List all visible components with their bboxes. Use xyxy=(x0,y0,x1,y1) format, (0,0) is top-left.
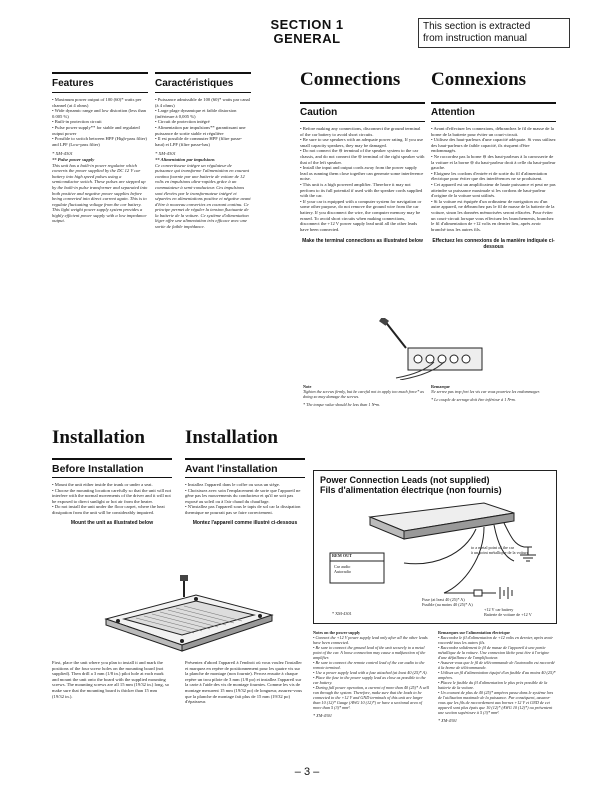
installation-fr-body: • Installez l'appareil dans le coffre ou sous un siège. • Choisissez avec soin l'emplacement de sorte que l'appareil ne gêne pas les mouvements du conducteur et qu'il ne soit pas exposé au soleil ou à l'air chaud du chauffage. • N'installez pas l'appareil sous le tapis de sol car la dissipation thermique ne pourrait pas se faire correctement. xyxy=(185,482,301,515)
installation-en-title: Installation xyxy=(52,427,145,448)
box-xm-note: * XM-4301 xyxy=(332,611,352,616)
autoradio-label: Autoradio xyxy=(334,569,351,574)
rem-out-label: REM OUT xyxy=(332,553,352,558)
connexions-caption: Effectuez les connexions de la manière indiquée ci-dessous xyxy=(432,238,555,251)
features-note: * XM-4301 ** Pulse power supply This unit has a built-in power regulator which converts the power supplied by the DC 12 V car battery into high speed pulses using a semiconductor switch. These pulses are stepped up by the built-in pulse transformer and separated into both positive and negative power supplies before being converted into direct current again. This is to regulate fluctuating voltage from the car battery. This light weight power supply system provides a highly efficient power supply with a low impedance output. xyxy=(52,151,148,224)
installation-en-section xyxy=(52,428,172,526)
amplifier-mounting-illustration xyxy=(96,575,276,653)
connections-note: Note Tighten the screws firmly, but be careful not to apply too much force* as doing so may damage the screws. * The torque value should be less than 1 N•m. xyxy=(303,384,424,407)
installation-fr-title: Installation xyxy=(185,427,278,448)
features-section xyxy=(52,72,148,224)
installation-fr-caption: Montez l'appareil comme illustré ci-dessous xyxy=(192,519,298,526)
connections-caption: Make the terminal connections as illustrated below xyxy=(302,238,423,245)
connections-body: • Before making any connections, disconnect the ground terminal of the car battery to avoid short circuits. • Be sure to use speakers with an adequate power rating. If you use small capacity speakers, they may be damaged. • Do not connect the ⊖ terminal of the speaker system to the car chassis, and do not connect the ⊖ terminal of the right speaker with that of the left speaker. • Install the input and output cords away from the power supply lead as running them close together can generate some interference noise. • This unit is a high powered amplifier. Therefore it may not perform to its full potential if used with the speaker cords supplied with the car. • If your car is equipped with a computer system for navigation or some other purpose, do not remove the ground wire from the car battery. If you disconnect the wire, the computer memory may be erased. To avoid short circuits when making connections, disconnect the +12 V power supply lead until all the other leads have been connected. xyxy=(300,126,425,232)
section-title: GENERAL xyxy=(273,31,341,46)
extract-line-1: This section is extracted xyxy=(423,21,531,32)
page-number: – 3 – xyxy=(294,766,320,778)
features-rule xyxy=(52,72,148,74)
battery-label: +12 V car battery Batterie de voiture de +12 V xyxy=(484,607,532,617)
installation-en-sub: Before Installation xyxy=(52,463,144,475)
installation-fr-para: Présentez d'abord l'appareil à l'endroit où vous voulez l'installer et marquez en repère de positionnement pour les quatre vis sur la planche de montage (non fournie). Percez ensuite à chaque repère un trou pilote de 3 mm (1/8 po) et installez l'appareil sur la carte à l'aide des vis de montage fournies. Comme les vis de montage mesurent 15 mm (19/32 po) de longueur, assurez-vous que la planche de montage fait plus de 15 mm (19/32 po) d'épaisseur. xyxy=(185,660,303,705)
caracteristiques-body: • Puissance admissible de 100 (60)* watts par canal (à 4 ohms) • Large plage dynamique et faible distorsion (inférieure à 0,005 %) • Circuit de protection intégré • Alimentation par impulsions** garantissant une puissance de sortie stable et régulière • Il est possible de commuter HPF (filtre passe-haut) et LPF (filtre passe-bas) xyxy=(155,97,250,147)
caracteristiques-note: * XM-4301 ** Alimentation par impulsions Ce convertisseur intègre un régulateur de puissance qui transforme l'alimentation en courant continu fournie par une batterie de voiture de 12 volts en impulsions ultra-rapides grâce à un commutateur à semi-conducteur. Ces impulsions sont élevées par le transformateur intégré et séparées en alimentations positive et négative avant d'être à nouveau converties en courant continu. Ce principe permet de réguler la tension fluctuante de la batterie de la voiture. Ce système d'alimentation léger offre une alimentation très efficace avec une sortie de faible impédance. xyxy=(155,151,251,230)
installation-en-caption: Mount the unit as illustrated below xyxy=(70,519,154,526)
connections-section xyxy=(300,70,425,244)
features-title: Features xyxy=(52,78,94,89)
connections-caution: Caution xyxy=(300,107,338,118)
installation-fr-section xyxy=(185,428,305,526)
installation-en-body: • Mount the unit either inside the trunk or under a seat. • Choose the mounting location carefully so that the unit will not interfere with the normal movements of the driver and it will not be exposed to direct sunlight or hot air from the heater. • Do not install the unit under the floor carpet, where the heat dissipation from the unit will be considerably impaired. xyxy=(52,482,172,515)
car-audio-label: Car audio xyxy=(334,564,351,569)
to-metal-label: to a metal point of the car à un point métallique de la voiture xyxy=(471,545,529,555)
extract-notice xyxy=(418,18,570,48)
installation-en-para: First, place the unit where you plan to install it and mark the positions of the four screw holes on the mounting board (not supplied). Then drill a 3 mm (1/8 in.) pilot hole at each mark and mount the unit onto the board with the supplied mounting screws. The mounting screws are all 15 mm (19/32 in.) long, so make sure that the mounting board is thicker than 15 mm (19/32 in.). xyxy=(52,660,170,699)
connexions-title: Connexions xyxy=(431,69,527,90)
caracteristiques-section xyxy=(155,72,251,230)
section-number: SECTION 1 xyxy=(270,17,344,32)
power-notes-en: Notes on the power supply • Connect the +12 V power supply lead only after all the other leads have been connected. • Be sure to connect the ground lead of the unit securely to a metal point of the car. A loose connection may cause a malfunction of the amplifier. • Be sure to connect the remote control lead of the car audio to the remote terminal. • Use a power supply lead with a fuse attached (at least 40 (25)* A). • Place the fuse in the power supply lead as close as possible to the car battery. • During full power operation, a current of more than 40 (25)* A will run through the system. Therefore, make sure that the leads to be connected to the +12 V and GND terminals of this unit are larger than 10 (12)* Gauge (AWG 10 (12)*) or have a sectional area of more than 5 (3)* mm². * XM-4301 xyxy=(313,630,429,718)
connexions-section xyxy=(431,70,556,250)
installation-fr-sub: Avant l'installation xyxy=(185,463,278,475)
power-title-en: Power Connection Leads (not supplied) xyxy=(320,475,490,485)
connexions-note: Remarque Ne serrez pas trop fort les vis car vous pourriez les endommager. * Le couple de serrage doit être inférieur à 1 N•m. xyxy=(431,384,540,402)
power-notes-fr: Remarques sur l'alimentation électrique • Raccordez le fil d'alimentation de +12 volts en dernier, après avoir raccordé tous les autres fils. • Raccordez solidement le fil de masse de l'appareil à une partie métallique de la voiture. Une connexion lâche peut être à l'origine d'une défaillance de l'amplificateur. • Assurez-vous que le fil de télécommande de l'autoradio est raccordé à la borne de télécommande. • Utilisez un fil d'alimentation équipé d'un fusible d'au moins 40 (25)* ampères. • Placez le fusible du fil d'alimentation le plus près possible de la batterie de la voiture. • Un courant de plus de 40 (25)* ampères passe dans le système lors de l'utilisation maximale de la puissance. Par conséquent, assurez-vous que les fils de raccordement aux bornes +12 V et GND de cet appareil sont plus épais que 10 (12)* (AWG 10 (12)*) ou présentent une section supérieure à 5 (3)* mm². * XM-4301 xyxy=(438,630,556,723)
caracteristiques-title: Caractéristiques xyxy=(155,78,234,89)
terminal-illustration xyxy=(378,318,488,380)
features-body: • Maximum power output of 100 (60)* watts per channel (at 4 ohms) • Wide dynamic range and low distortion (less than 0.005 %) • Built-in protection circuit • Pulse power supply** for stable and regulated output power • Possible to switch between HPF (High-pass filter) and LPF (Low-pass filter) xyxy=(52,97,147,147)
connexions-caution: Attention xyxy=(431,107,475,118)
connexions-body: • Avant d'effectuer les connexions, débranchez le fil de masse de la borne de la batterie pour éviter un court-circuit. • Utilisez des haut-parleurs d'une capacité adéquate. Si vous utilisez des haut-parleurs de faible capacité, ils risquent d'être endommagés. • Ne raccordez pas la borne ⊖ des haut-parleurs à la carrosserie de la voiture et la borne ⊖ du haut-parleur droit à celle du haut-parleur gauche. • Eloignez les cordons d'entrée et de sortie du fil d'alimentation électrique pour éviter que des interférences ne se produisent. • Cet appareil est un amplificateur de haute puissance et peut ne pas atteindre sa puissance maximale si les cordons de haut-parleur d'origine de la voiture sont utilisés. • Si la voiture est équipée d'un ordinateur de navigation ou d'un autre appareil, ne débranchez pas le fil de masse de la batterie de la voiture, sinon les données mémorisées seront effacées. Pour éviter un court-circuit lorsque vous effectuez les branchements, branchez le fil d'alimentation de +12 volts en dernier lieu, après avoir branché tous les autres fils. xyxy=(431,126,556,232)
fuse-label: Fuse (at least 40 (25)* A) Fusible (au moins 40 (25)* A) xyxy=(422,597,473,607)
power-title-fr: Fils d'alimentation électrique (non fournis) xyxy=(320,485,502,495)
power-connection-box xyxy=(313,470,557,624)
extract-line-2: from instruction manual xyxy=(423,33,527,44)
connections-title: Connections xyxy=(300,69,401,90)
